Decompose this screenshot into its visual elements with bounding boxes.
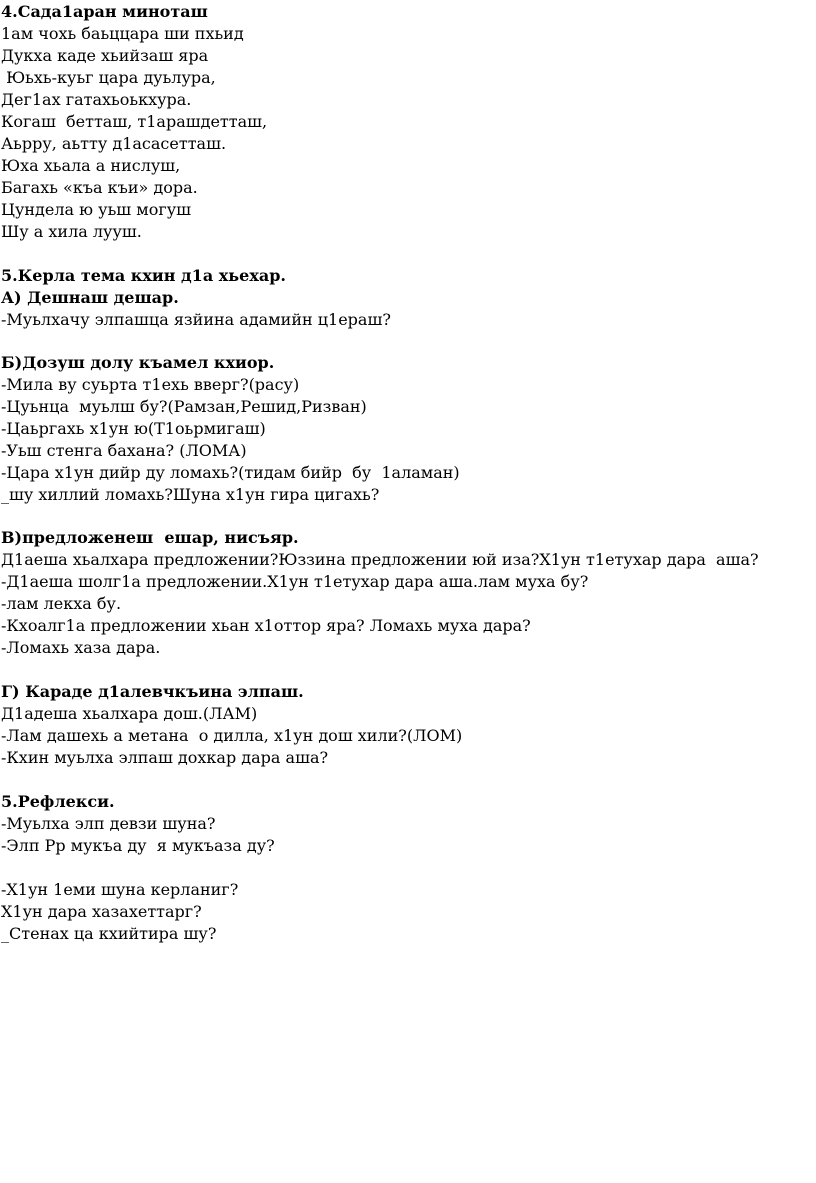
part-a-heading: А) Дешнаш дешар.	[1, 288, 179, 307]
reflection-line: -Х1ун 1еми шуна керланиг?	[1, 880, 239, 899]
part-d-line: -Кхин муьлха элпаш дохкар дара аша?	[1, 748, 329, 767]
part-d-line: -Лам дашехь а метана о дилла, х1ун дош хили?(ЛОМ)	[1, 726, 463, 745]
part-d-heading: Г) Караде д1алевчкъина элпаш.	[1, 682, 304, 701]
part-b-heading: Б)Дозуш долу къамел кхиор.	[1, 353, 275, 372]
poem-line: Багахь «къа къи» дора.	[1, 178, 198, 197]
reflection-line: Х1ун дара хазахеттарг?	[1, 902, 202, 921]
part-b-line: -Уьш стенга бахана? (ЛОМА)	[1, 441, 247, 460]
part-c-line: -Кхоалг1а предложении хьан х1оттор яра? Ломахь муха дара?	[1, 616, 531, 635]
poem-line: Цундела ю уьш могуш	[1, 200, 191, 219]
poem-line: Когаш бетташ, т1арашдетташ,	[1, 112, 268, 131]
part-c-line: Д1аеша хьалхара предложении?Юззина предложении юй иза?Х1ун т1етухар дара аша?	[1, 550, 759, 569]
poem-line: Дег1ах гатахьоькхура.	[1, 90, 192, 109]
part-b-line: -Цара х1ун дийр ду ломахь?(тидам бийр бу 1аламан)	[1, 463, 460, 482]
part-c-heading: В)предложенеш ешар, нисъяр.	[1, 528, 299, 547]
part-c-line: -Ломахь хаза дара.	[1, 638, 161, 657]
poem-line: 1ам чохь баьццара ши пхьид	[1, 24, 244, 43]
part-a-line: -Муьлхачу элпашца язйина адамийн ц1ераш?	[1, 310, 391, 329]
reflection-line: _Стенах ца кхийтира шу?	[1, 924, 217, 943]
part-b-line: -Цуьнца муьлш бу?(Рамзан,Решид,Ризван)	[1, 397, 367, 416]
poem-line: Дукха каде хьийзаш яра	[1, 46, 209, 65]
part-b-line: -Цаьргахь х1ун ю(Т1оьрмигаш)	[1, 419, 266, 438]
poem-line: Юьхь-куьг цара дуьлура,	[1, 68, 216, 87]
reflection-line: -Муьлха элп девзи шуна?	[1, 814, 216, 833]
reflection-heading: 5.Рефлекси.	[1, 792, 115, 811]
theme-heading: 5.Керла тема кхин д1а хьехар.	[1, 266, 286, 285]
poem-line: Юха хьала а нислуш,	[1, 156, 181, 175]
part-b-line: -Мила ву суьрта т1ехь вверг?(расу)	[1, 375, 300, 394]
poem-line: Шу а хила лууш.	[1, 222, 142, 241]
reflection-line: -Элп Рр мукъа ду я мукъаза ду?	[1, 836, 275, 855]
part-d-line: Д1адеша хьалхара дош.(ЛАМ)	[1, 704, 258, 723]
part-b-line: _шу хиллий ломахь?Шуна х1ун гира цигахь?	[1, 485, 380, 504]
part-c-line: -лам лекха бу.	[1, 594, 122, 613]
poem-line: Аьрру, аьтту д1асасетташ.	[1, 134, 227, 153]
part-c-line: -Д1аеша шолг1а предложении.Х1ун т1етухар дара аша.лам муха бу?	[1, 572, 589, 591]
poem-heading: 4.Сада1аран миноташ	[1, 2, 208, 21]
